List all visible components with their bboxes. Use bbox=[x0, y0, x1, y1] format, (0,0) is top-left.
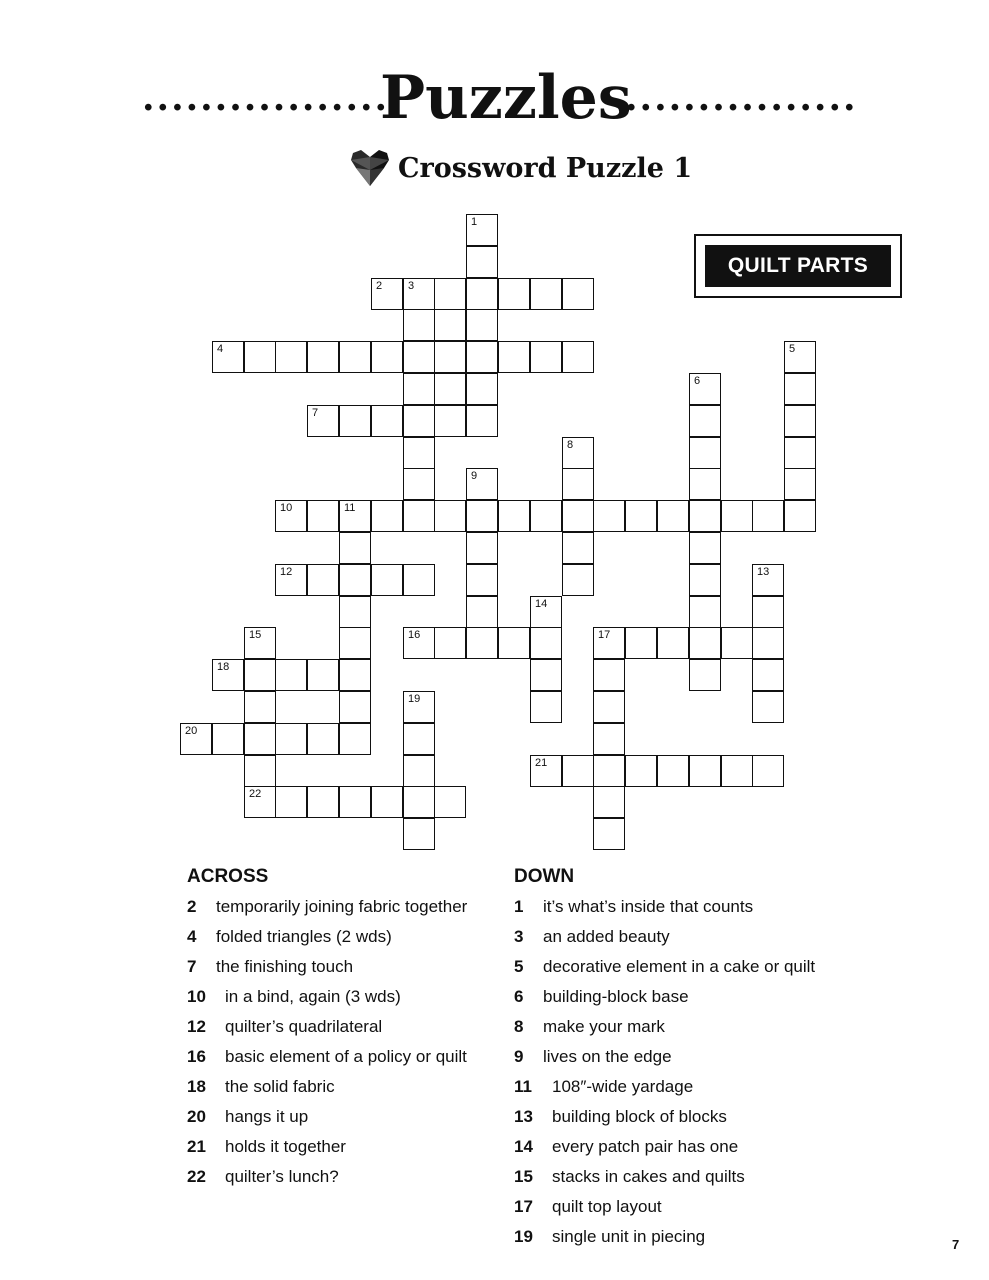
down-clue bbox=[514, 1042, 815, 1072]
across-clue bbox=[187, 922, 467, 952]
crossword-cell[interactable] bbox=[307, 723, 339, 755]
crossword-cell[interactable] bbox=[625, 627, 657, 659]
crossword-cell[interactable] bbox=[562, 468, 594, 500]
clue-number: 22 bbox=[187, 1167, 206, 1186]
down-clue bbox=[514, 922, 815, 952]
clue-number: 4 bbox=[217, 343, 224, 355]
clue-text: it’s what’s inside that counts bbox=[543, 897, 754, 916]
crossword-cell-17[interactable] bbox=[593, 627, 625, 659]
crossword-cell[interactable] bbox=[721, 500, 753, 532]
crossword-cell[interactable] bbox=[339, 564, 371, 596]
crossword-cell[interactable] bbox=[530, 278, 562, 310]
clue-number: 2 bbox=[187, 897, 197, 916]
crossword-cell[interactable] bbox=[689, 564, 721, 596]
theme-label: QUILT PARTS bbox=[705, 245, 891, 287]
clue-text: an added beauty bbox=[543, 927, 670, 946]
clue-number: 20 bbox=[187, 1107, 206, 1126]
crossword-cell[interactable] bbox=[689, 532, 721, 564]
crossword-cell[interactable] bbox=[371, 405, 403, 437]
crossword-cell[interactable] bbox=[307, 564, 339, 596]
crossword-cell-8[interactable] bbox=[562, 437, 594, 469]
crossword-cell[interactable] bbox=[403, 755, 435, 787]
clue-number: 10 bbox=[280, 502, 293, 514]
crossword-cell[interactable] bbox=[562, 532, 594, 564]
crossword-cell-6[interactable] bbox=[689, 373, 721, 405]
crossword-cell[interactable] bbox=[689, 500, 721, 532]
crossword-cell[interactable] bbox=[339, 659, 371, 691]
crossword-cell[interactable] bbox=[434, 341, 466, 373]
down-clue bbox=[514, 1222, 815, 1252]
crossword-cell[interactable] bbox=[721, 627, 753, 659]
crossword-cell-13[interactable] bbox=[752, 564, 784, 596]
clue-number: 21 bbox=[535, 757, 548, 769]
crossword-cell[interactable] bbox=[562, 278, 594, 310]
crossword-cell[interactable] bbox=[307, 500, 339, 532]
crossword-cell[interactable] bbox=[593, 659, 625, 691]
clue-number: 4 bbox=[187, 927, 197, 946]
header-dots-right: ................ bbox=[625, 77, 858, 119]
crossword-cell[interactable] bbox=[466, 500, 498, 532]
clue-number: 12 bbox=[187, 1017, 206, 1036]
clue-number: 19 bbox=[408, 693, 421, 705]
crossword-cell-11[interactable] bbox=[339, 500, 371, 532]
crossword-cell[interactable] bbox=[466, 341, 498, 373]
crossword-cell[interactable] bbox=[562, 341, 594, 373]
crossword-cell[interactable] bbox=[244, 341, 276, 373]
clue-number: 14 bbox=[535, 598, 548, 610]
clue-text: every patch pair has one bbox=[552, 1137, 739, 1156]
crossword-cell[interactable] bbox=[244, 755, 276, 787]
clue-text: building block of blocks bbox=[552, 1107, 727, 1126]
down-heading: DOWN bbox=[514, 866, 575, 887]
crossword-cell[interactable] bbox=[752, 659, 784, 691]
across-clue bbox=[187, 1102, 467, 1132]
crossword-cell[interactable] bbox=[530, 659, 562, 691]
crossword-cell[interactable] bbox=[244, 659, 276, 691]
crossword-cell[interactable] bbox=[403, 786, 435, 818]
crossword-cell[interactable] bbox=[371, 500, 403, 532]
clue-number: 15 bbox=[514, 1167, 533, 1186]
crossword-cell[interactable] bbox=[403, 723, 435, 755]
page-number: 7 bbox=[952, 1237, 960, 1252]
crossword-cell[interactable] bbox=[530, 500, 562, 532]
crossword-cell-4[interactable] bbox=[212, 341, 244, 373]
clue-number: 2 bbox=[376, 280, 383, 292]
crossword-cell[interactable] bbox=[657, 755, 689, 787]
page-header bbox=[0, 58, 989, 138]
crossword-cell[interactable] bbox=[339, 723, 371, 755]
clue-number: 19 bbox=[514, 1227, 533, 1246]
crossword-cell[interactable] bbox=[498, 500, 530, 532]
down-clue bbox=[514, 1132, 815, 1162]
clue-text: single unit in piecing bbox=[552, 1227, 706, 1246]
crossword-cell[interactable] bbox=[466, 596, 498, 628]
clue-number: 6 bbox=[694, 375, 701, 387]
crossword-cell[interactable] bbox=[466, 246, 498, 278]
puzzle-title: Crossword Puzzle 1 bbox=[398, 152, 693, 184]
crossword-cell[interactable] bbox=[403, 405, 435, 437]
down-clue bbox=[514, 1192, 815, 1222]
crossword-cell[interactable] bbox=[498, 278, 530, 310]
crossword-cell-7[interactable] bbox=[307, 405, 339, 437]
crossword-cell[interactable] bbox=[339, 405, 371, 437]
down-clue bbox=[514, 982, 815, 1012]
crossword-cell[interactable] bbox=[562, 755, 594, 787]
clue-number: 5 bbox=[789, 343, 796, 355]
crossword-cell-16[interactable] bbox=[403, 627, 435, 659]
crossword-cell[interactable] bbox=[721, 755, 753, 787]
clue-text: lives on the edge bbox=[543, 1047, 672, 1066]
clue-number: 18 bbox=[217, 661, 230, 673]
crossword-cell-14[interactable] bbox=[530, 596, 562, 628]
crossword-cell[interactable] bbox=[752, 691, 784, 723]
clue-number: 7 bbox=[187, 957, 197, 976]
clue-text: quilt top layout bbox=[552, 1197, 662, 1216]
clue-text: building-block base bbox=[543, 987, 689, 1006]
crossword-cell[interactable] bbox=[466, 309, 498, 341]
crossword-cell[interactable] bbox=[339, 691, 371, 723]
crossword-cell[interactable] bbox=[593, 755, 625, 787]
clue-text: make your mark bbox=[543, 1017, 665, 1036]
clue-text: the solid fabric bbox=[225, 1077, 335, 1096]
crossword-cell[interactable] bbox=[530, 627, 562, 659]
crossword-cell[interactable] bbox=[562, 564, 594, 596]
crossword-cell-15[interactable] bbox=[244, 627, 276, 659]
clue-number: 15 bbox=[249, 629, 262, 641]
crossword-cell[interactable] bbox=[244, 691, 276, 723]
clue-text: decorative element in a cake or quilt bbox=[543, 957, 816, 976]
crossword-cell[interactable] bbox=[275, 659, 307, 691]
crossword-cell[interactable] bbox=[657, 500, 689, 532]
crossword-cell[interactable] bbox=[403, 818, 435, 850]
theme-box bbox=[694, 234, 902, 298]
clue-number: 8 bbox=[567, 439, 574, 451]
crossword-cell-12[interactable] bbox=[275, 564, 307, 596]
crossword-cell[interactable] bbox=[593, 786, 625, 818]
clue-number: 11 bbox=[514, 1077, 532, 1096]
clue-text: quilter’s quadrilateral bbox=[225, 1017, 383, 1036]
clue-number: 5 bbox=[514, 957, 524, 976]
crossword-cell[interactable] bbox=[530, 341, 562, 373]
crossword-cell[interactable] bbox=[307, 341, 339, 373]
crossword-cell[interactable] bbox=[784, 373, 816, 405]
down-clue bbox=[514, 952, 815, 982]
crossword-cell[interactable] bbox=[593, 691, 625, 723]
crossword-cell[interactable] bbox=[530, 691, 562, 723]
clue-text: 108″-wide yardage bbox=[552, 1077, 694, 1096]
crossword-cell[interactable] bbox=[339, 786, 371, 818]
crossword-cell[interactable] bbox=[689, 596, 721, 628]
crossword-cell[interactable] bbox=[593, 818, 625, 850]
crossword-cell[interactable] bbox=[466, 627, 498, 659]
across-clue bbox=[187, 1132, 467, 1162]
crossword-cell[interactable] bbox=[689, 627, 721, 659]
crossword-cell[interactable] bbox=[275, 786, 307, 818]
crossword-cell-1[interactable] bbox=[466, 214, 498, 246]
crossword-cell[interactable] bbox=[689, 437, 721, 469]
crossword-cell[interactable] bbox=[371, 786, 403, 818]
across-clue bbox=[187, 1072, 467, 1102]
clue-number: 3 bbox=[408, 280, 415, 292]
down-clue bbox=[514, 892, 815, 922]
header-dots-left: .................. bbox=[142, 77, 404, 119]
page-title: Puzzles bbox=[380, 63, 632, 133]
crossword-cell[interactable] bbox=[562, 500, 594, 532]
clue-text: in a bind, again (3 wds) bbox=[225, 987, 401, 1006]
crossword-cell[interactable] bbox=[307, 659, 339, 691]
clue-number: 20 bbox=[185, 725, 198, 737]
down-clues bbox=[514, 862, 815, 1252]
puzzle-subtitle bbox=[350, 146, 692, 190]
quilted-heart-icon bbox=[350, 148, 390, 188]
down-clue bbox=[514, 1102, 815, 1132]
across-heading: ACROSS bbox=[187, 866, 269, 887]
crossword-cell-9[interactable] bbox=[466, 468, 498, 500]
crossword-cell-21[interactable] bbox=[530, 755, 562, 787]
clue-number: 17 bbox=[514, 1197, 533, 1216]
crossword-cell[interactable] bbox=[339, 532, 371, 564]
clue-number: 16 bbox=[408, 629, 421, 641]
crossword-cell[interactable] bbox=[434, 405, 466, 437]
crossword-cell[interactable] bbox=[434, 309, 466, 341]
crossword-cell[interactable] bbox=[371, 564, 403, 596]
clue-number: 12 bbox=[280, 566, 293, 578]
clue-number: 13 bbox=[757, 566, 770, 578]
across-clue bbox=[187, 892, 467, 922]
crossword-cell[interactable] bbox=[275, 341, 307, 373]
crossword-cell[interactable] bbox=[371, 341, 403, 373]
crossword-cell-10[interactable] bbox=[275, 500, 307, 532]
crossword-cell[interactable] bbox=[275, 723, 307, 755]
clue-number: 1 bbox=[471, 216, 478, 228]
crossword-cell[interactable] bbox=[625, 755, 657, 787]
crossword-cell[interactable] bbox=[498, 341, 530, 373]
crossword-cell[interactable] bbox=[689, 659, 721, 691]
clue-number: 18 bbox=[187, 1077, 206, 1096]
crossword-cell[interactable] bbox=[784, 437, 816, 469]
clue-text: quilter’s lunch? bbox=[225, 1167, 339, 1186]
across-clue bbox=[187, 952, 467, 982]
crossword-cell[interactable] bbox=[657, 627, 689, 659]
crossword-cell[interactable] bbox=[466, 405, 498, 437]
crossword-cell[interactable] bbox=[434, 278, 466, 310]
crossword-cell[interactable] bbox=[403, 500, 435, 532]
crossword-cell[interactable] bbox=[593, 500, 625, 532]
crossword-cell[interactable] bbox=[403, 468, 435, 500]
crossword-cell[interactable] bbox=[403, 564, 435, 596]
clue-number: 7 bbox=[312, 407, 319, 419]
crossword-cell[interactable] bbox=[752, 596, 784, 628]
crossword-cell[interactable] bbox=[403, 373, 435, 405]
crossword-cell[interactable] bbox=[466, 278, 498, 310]
across-clue bbox=[187, 1162, 467, 1192]
clue-text: stacks in cakes and quilts bbox=[552, 1167, 745, 1186]
crossword-cell[interactable] bbox=[339, 341, 371, 373]
crossword-cell-20[interactable] bbox=[180, 723, 212, 755]
crossword-cell[interactable] bbox=[403, 437, 435, 469]
crossword-cell[interactable] bbox=[689, 405, 721, 437]
down-clue bbox=[514, 1012, 815, 1042]
clue-text: holds it together bbox=[225, 1137, 346, 1156]
crossword-cell[interactable] bbox=[434, 786, 466, 818]
crossword-cell-2[interactable] bbox=[371, 278, 403, 310]
down-clue bbox=[514, 1162, 815, 1192]
across-clue bbox=[187, 982, 467, 1012]
clue-text: temporarily joining fabric together bbox=[216, 897, 468, 916]
clue-number: 11 bbox=[344, 502, 356, 514]
crossword-cell[interactable] bbox=[466, 564, 498, 596]
crossword-cell[interactable] bbox=[593, 723, 625, 755]
crossword-cell[interactable] bbox=[307, 786, 339, 818]
crossword-cell[interactable] bbox=[466, 532, 498, 564]
crossword-cell[interactable] bbox=[212, 723, 244, 755]
crossword-cell[interactable] bbox=[784, 405, 816, 437]
crossword-cell[interactable] bbox=[625, 500, 657, 532]
clue-number: 9 bbox=[471, 470, 478, 482]
across-clue bbox=[187, 1012, 467, 1042]
crossword-cell[interactable] bbox=[784, 468, 816, 500]
clue-number: 13 bbox=[514, 1107, 533, 1126]
crossword-cell[interactable] bbox=[689, 755, 721, 787]
crossword-cell[interactable] bbox=[403, 341, 435, 373]
crossword-cell[interactable] bbox=[434, 627, 466, 659]
crossword-cell[interactable] bbox=[498, 627, 530, 659]
crossword-cell[interactable] bbox=[752, 755, 784, 787]
across-clues bbox=[187, 862, 467, 1192]
clue-text: the finishing touch bbox=[216, 957, 354, 976]
clue-number: 17 bbox=[598, 629, 611, 641]
clue-text: folded triangles (2 wds) bbox=[216, 927, 392, 946]
crossword-cell[interactable] bbox=[339, 627, 371, 659]
crossword-cell[interactable] bbox=[403, 309, 435, 341]
crossword-cell[interactable] bbox=[689, 468, 721, 500]
clue-number: 10 bbox=[187, 987, 206, 1006]
crossword-cell[interactable] bbox=[434, 373, 466, 405]
clue-number: 21 bbox=[187, 1137, 206, 1156]
clue-number: 9 bbox=[514, 1047, 524, 1066]
crossword-cell[interactable] bbox=[752, 627, 784, 659]
clue-number: 22 bbox=[249, 788, 262, 800]
clue-number: 3 bbox=[514, 927, 524, 946]
crossword-cell-5[interactable] bbox=[784, 341, 816, 373]
down-clue bbox=[514, 1072, 815, 1102]
crossword-cell[interactable] bbox=[752, 500, 784, 532]
clue-number: 14 bbox=[514, 1137, 533, 1156]
crossword-cell-18[interactable] bbox=[212, 659, 244, 691]
crossword-cell[interactable] bbox=[244, 723, 276, 755]
clue-number: 1 bbox=[514, 897, 524, 916]
crossword-cell-22[interactable] bbox=[244, 786, 276, 818]
across-clue bbox=[187, 1042, 467, 1072]
down-clue-list bbox=[514, 892, 815, 1252]
crossword-cell[interactable] bbox=[466, 373, 498, 405]
clue-text: basic element of a policy or quilt bbox=[225, 1047, 467, 1066]
crossword-cell-19[interactable] bbox=[403, 691, 435, 723]
across-clue-list bbox=[187, 892, 467, 1192]
crossword-cell[interactable] bbox=[784, 500, 816, 532]
crossword-cell[interactable] bbox=[339, 596, 371, 628]
clue-number: 6 bbox=[514, 987, 524, 1006]
clue-number: 8 bbox=[514, 1017, 524, 1036]
crossword-cell-3[interactable] bbox=[403, 278, 435, 310]
clue-text: hangs it up bbox=[225, 1107, 309, 1126]
crossword-cell[interactable] bbox=[434, 500, 466, 532]
clue-number: 16 bbox=[187, 1047, 206, 1066]
